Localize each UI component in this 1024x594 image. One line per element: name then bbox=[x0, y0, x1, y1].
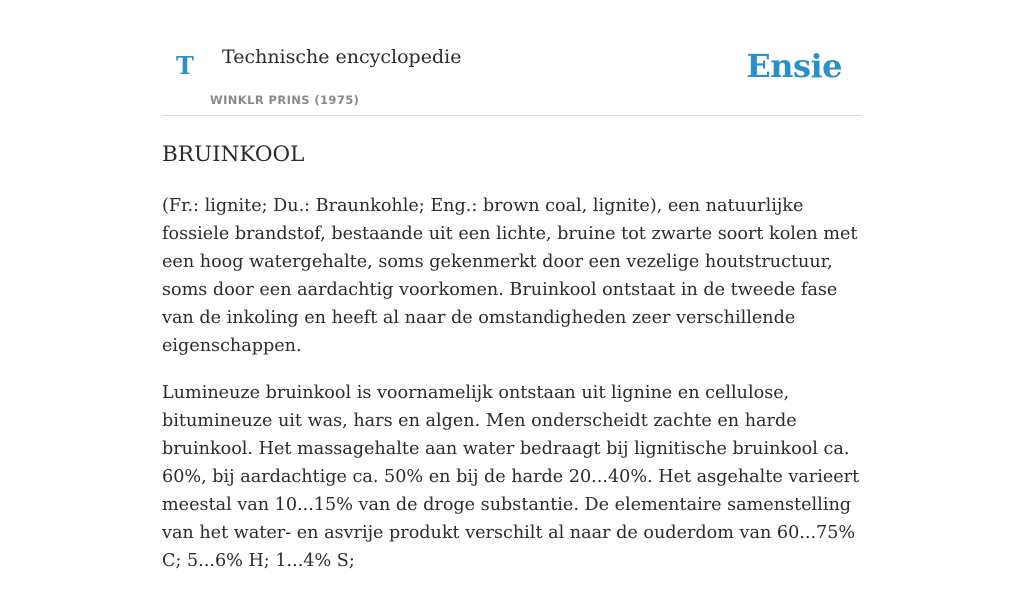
entry-paragraph: Lumineuze bruinkool is voornamelijk ontstaan uit lignine en cellulose, bitumineuze uit was, hars en algen. Men onderscheidt zachte en harde bruinkool. Het massagehalte aan water bedraagt bij lignitische bruinkool ca. 60%, bij aardachtige ca. 50% en bij de harde 20...40%. Het asgehalte varieert meestal van 10...15% van de droge substantie. De elementaire samenstelling van het water- en asvrije produkt verschilt al naar de ouderdom van 60...75% C; 5...6% H; 1...4% S; bbox=[162, 383, 860, 571]
book-logo[interactable]: T bbox=[176, 51, 194, 80]
entry-paragraph: (Fr.: lignite; Du.: Braunkohle; Eng.: brown coal, lignite), een natuurlijke fossiele brandstof, bestaande uit een lichte, bruine tot zwarte soort kolen met een hoog watergehalte, soms gekenmerkt door een vezelige houtstructuur, soms door een aardachtig voorkomen. Bruinkool ontstaat in de tweede fase van de inkoling en heeft al naar de omstandigheden zeer verschillende eigenschappen. bbox=[162, 196, 858, 356]
ensie-logo[interactable]: Ensie bbox=[746, 47, 842, 85]
page-container bbox=[162, 0, 862, 571]
header bbox=[162, 0, 862, 116]
entry-content bbox=[162, 192, 862, 594]
book-source: WINKLR PRINS (1975) bbox=[210, 93, 360, 107]
book-title[interactable]: Technische encyclopedie bbox=[222, 46, 462, 68]
entry-title: BRUINKOOL bbox=[162, 142, 305, 167]
